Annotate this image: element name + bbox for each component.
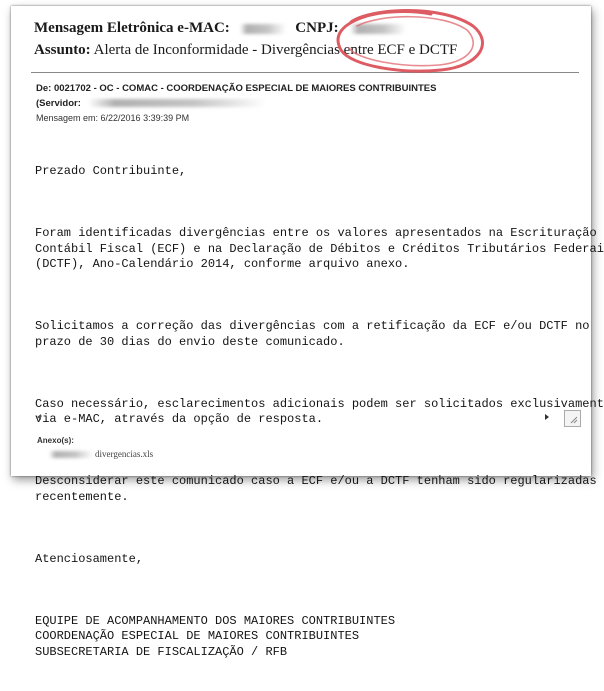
body-line: Desconsiderar este comunicado caso a ECF e/ou a DCTF tenham sido regularizadas [35, 474, 597, 488]
horizontal-scrollbar[interactable] [35, 412, 551, 423]
sender-line: De: 0021702 - OC - COMAC - COORDENAÇÃO ESPECIAL DE MAIORES CONTRIBUINTES [36, 83, 437, 94]
redacted-server [88, 99, 266, 107]
scroll-left-arrow-icon[interactable] [37, 414, 41, 420]
paragraph-4 [35, 474, 597, 505]
body-line: Solicitamos a correção das divergências com a retificação da ECF e/ou DCTF no [35, 319, 590, 333]
message-label: Mensagem Eletrônica e-MAC: [34, 20, 230, 36]
subject-label: Assunto: [34, 42, 91, 58]
subject-line [34, 42, 457, 59]
signature-line: SUBSECRETARIA DE FISCALIZAÇÃO / RFB [35, 644, 288, 659]
signature-line: EQUIPE DE ACOMPANHAMENTO DOS MAIORES CONTRIBUINTES [35, 613, 396, 628]
sent-timestamp: Mensagem em: 6/22/2016 3:39:39 PM [36, 113, 190, 123]
paragraph-1 [35, 226, 604, 273]
resize-grip-icon[interactable] [564, 410, 581, 427]
redacted-cnpj [350, 24, 406, 34]
message-header-line [34, 20, 406, 37]
attachments-label: Anexo(s): [37, 436, 74, 445]
body-line: (DCTF), Ano-Calendário 2014, conforme arquivo anexo. [35, 257, 410, 271]
attachment-link[interactable] [49, 449, 153, 459]
attachment-file-name[interactable]: divergencias.xls [95, 449, 154, 459]
redacted-file-prefix [49, 451, 93, 458]
greeting: Prezado Contribuinte, [35, 164, 187, 178]
subject-value: Alerta de Inconformidade - Divergências entre ECF e DCTF [93, 42, 458, 58]
signature-line: COORDENAÇÃO ESPECIAL DE MAIORES CONTRIBUINTES [35, 629, 360, 643]
paragraph-2 [35, 319, 590, 350]
body-line: via e-MAC, através da opção de resposta. [35, 412, 324, 426]
header-divider [31, 72, 579, 73]
body-line: Contábil Fiscal (ECF) e na Declaração de Débitos e Créditos Tributários Federai [35, 241, 604, 256]
body-line: Foram identificadas divergências entre os valores apresentados na Escrituração [35, 226, 597, 240]
cnpj-label: CNPJ: [295, 20, 339, 36]
body-line: recentemente. [35, 489, 129, 504]
server-line [36, 98, 266, 109]
scroll-right-arrow-icon[interactable] [545, 414, 549, 420]
server-label: (Servidor: [36, 98, 81, 109]
closing: Atenciosamente, [35, 551, 144, 566]
body-line: Caso necessário, esclarecimentos adicionais podem ser solicitados exclusivament [35, 396, 604, 411]
redacted-message-id [240, 24, 286, 34]
email-printout [11, 6, 604, 659]
signature [35, 614, 575, 661]
body-line: prazo de 30 dias do envio deste comunicado. [35, 334, 345, 349]
